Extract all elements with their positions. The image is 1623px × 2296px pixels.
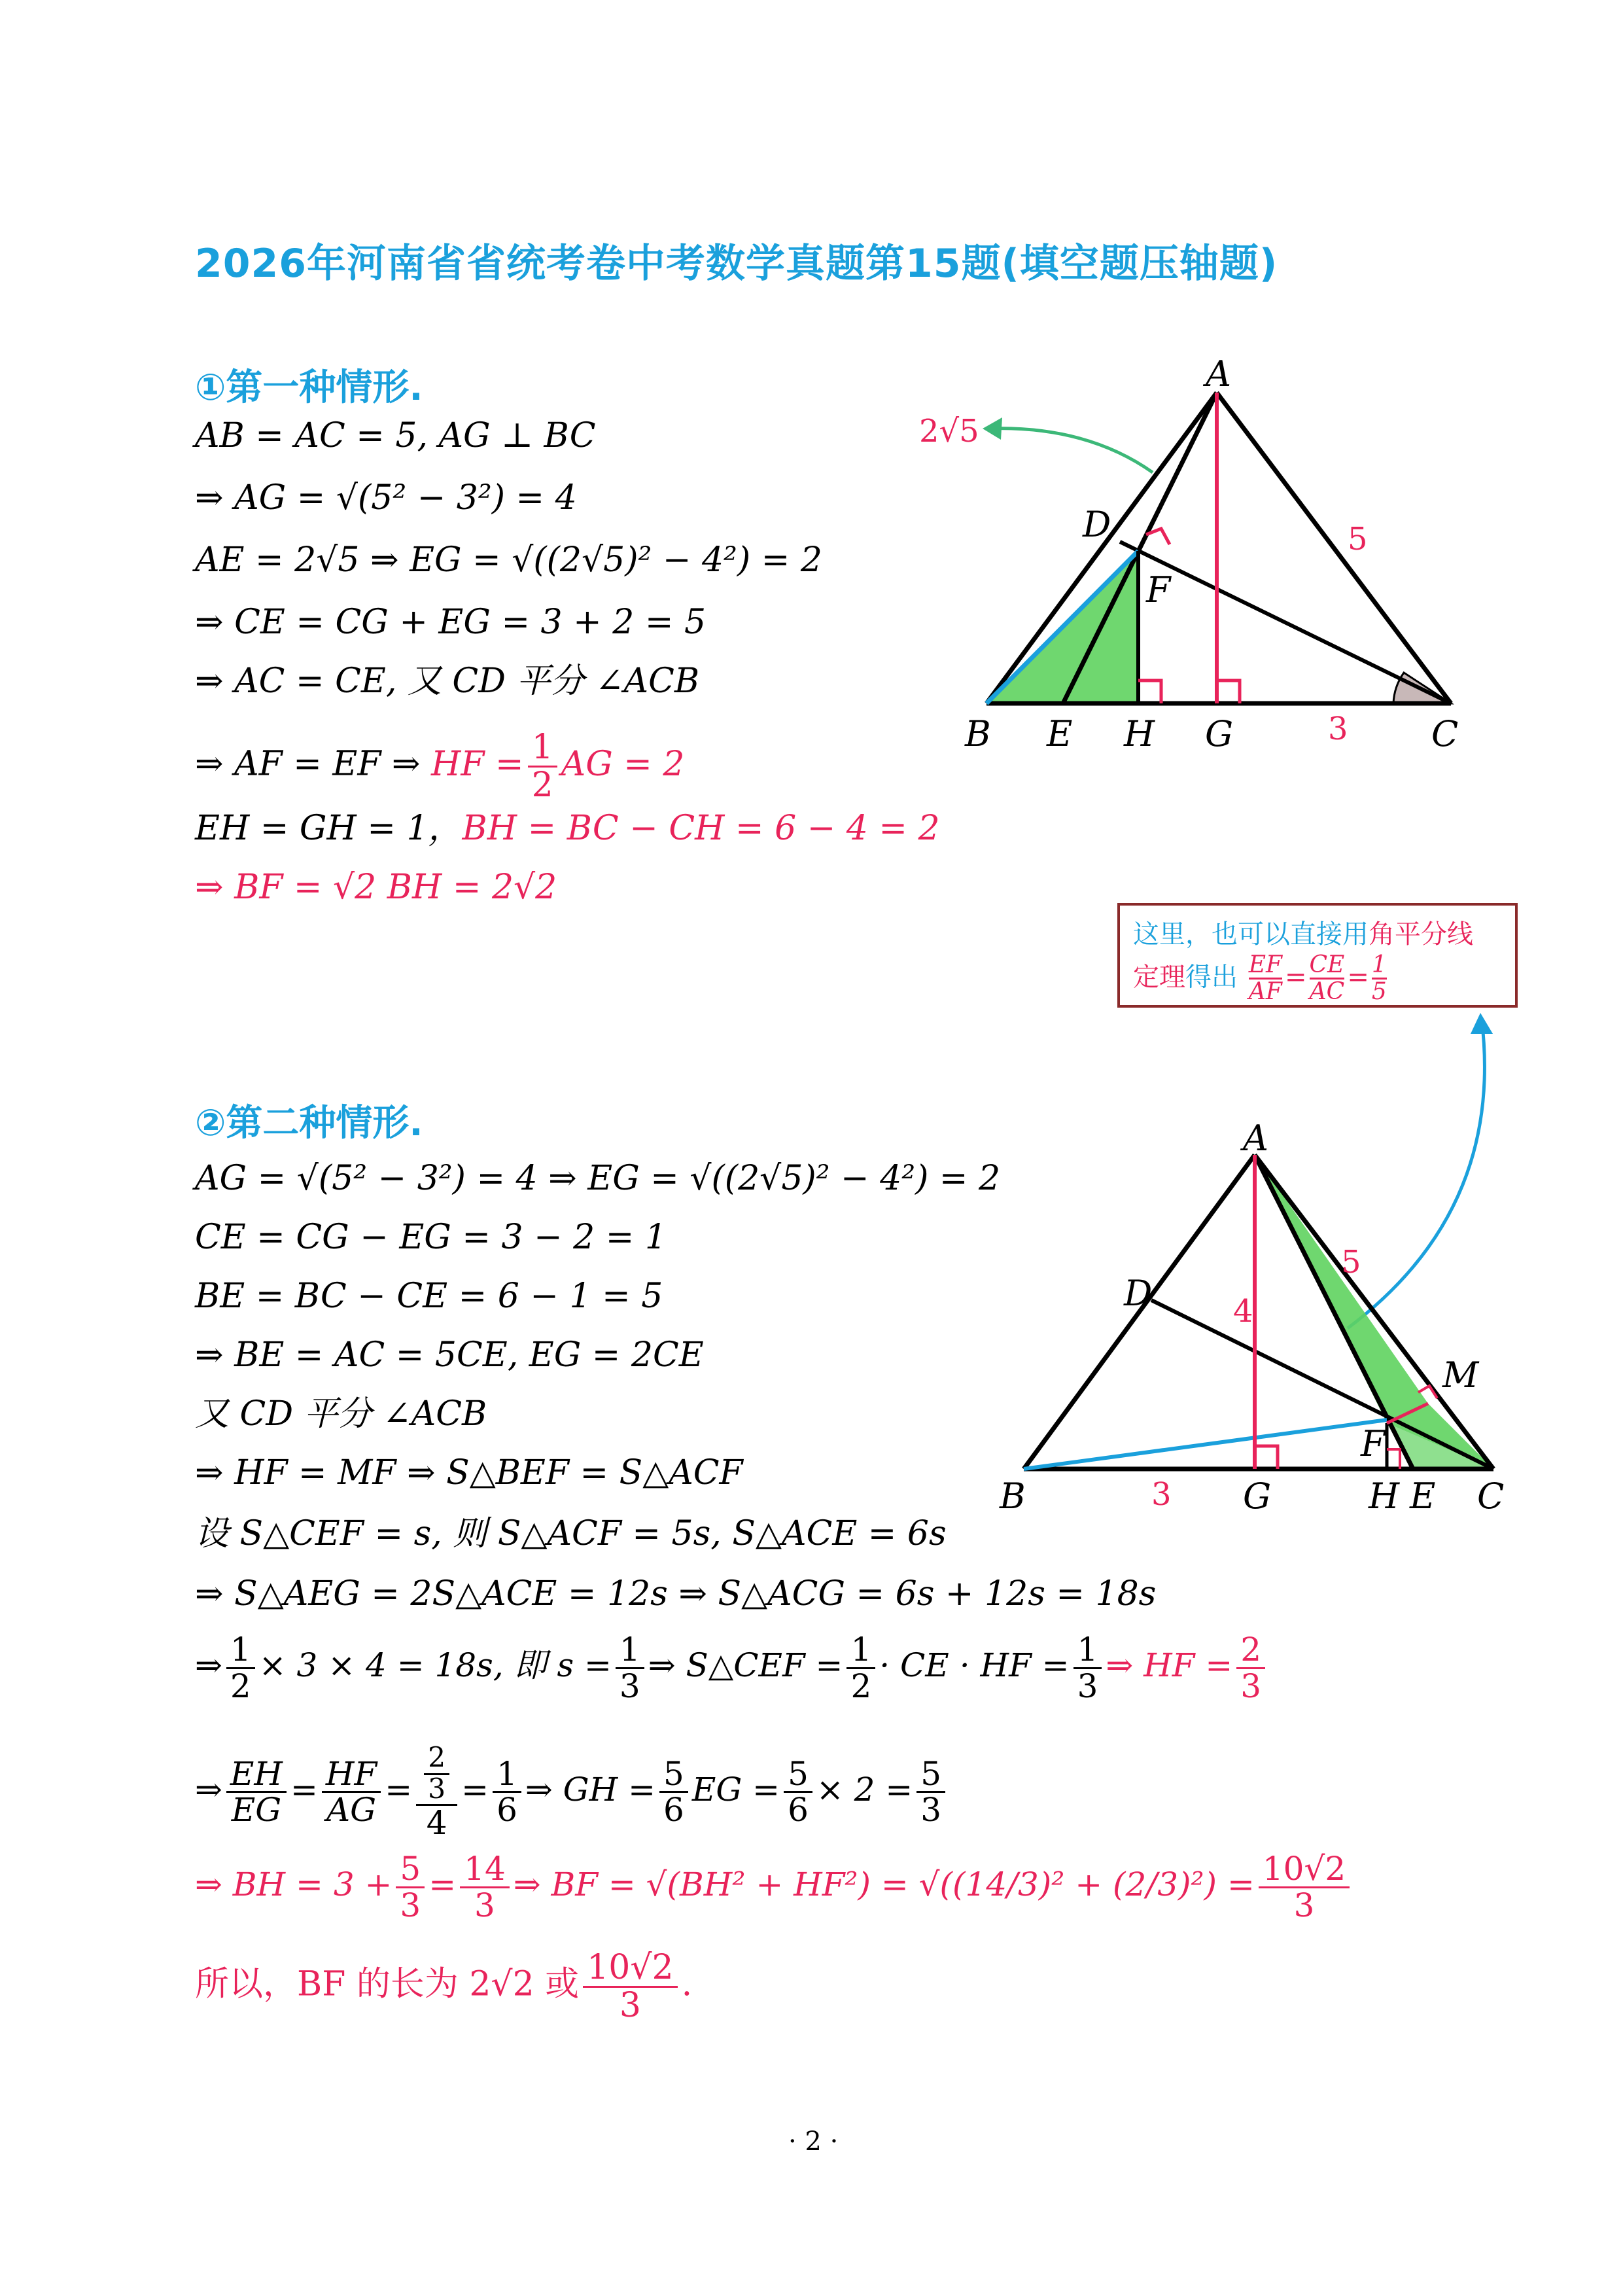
txt: 所以，BF 的长为 2√2 或	[195, 1964, 580, 2004]
case2-line3: BE = BC − CE = 6 − 1 = 5	[195, 1277, 663, 1316]
note-text-d: 得出	[1185, 962, 1238, 993]
case2-line2: CE = CG − EG = 3 − 2 = 1	[195, 1218, 667, 1257]
case2-line4: ⇒ BE = AC = 5CE, EG = 2CE	[195, 1335, 704, 1375]
fig2-label-f: F	[1361, 1423, 1386, 1464]
fig1-len-3: 3	[1328, 711, 1348, 747]
case2-line6: ⇒ HF = MF ⇒ S△BEF = S△ACF	[195, 1453, 743, 1492]
fig1-label-d: D	[1083, 504, 1111, 545]
txt: EG =	[691, 1770, 780, 1809]
case1-line7-a: EH = GH = 1，	[195, 809, 462, 848]
frac-num: 1	[528, 730, 557, 768]
case2-line8: ⇒ S△AEG = 2S△ACE = 12s ⇒ S△ACG = 6s + 12s = 18s	[195, 1574, 1157, 1614]
fig2-len-3: 3	[1151, 1476, 1172, 1513]
case1-line7-b: BH = BC − CH = 6 − 4 = 2	[462, 809, 940, 848]
fig2-label-m: M	[1442, 1354, 1479, 1396]
fig2-label-e: E	[1410, 1475, 1436, 1517]
n: 1	[493, 1757, 521, 1793]
d: 6	[663, 1791, 684, 1829]
fig2-right-angle-g	[1255, 1446, 1278, 1469]
case2-line7: 设 S△CEF = s, 则 S△ACF = 5s, S△ACE = 6s	[195, 1514, 947, 1553]
case1-line4: ⇒ CE = CG + EG = 3 + 2 = 5	[195, 603, 707, 642]
fig2-green-triangle-acf	[1255, 1155, 1428, 1423]
case2-line1: AG = √(5² − 3²) = 4 ⇒ EG = √((2√5)² − 4²) = 2	[195, 1159, 1001, 1198]
n: HF	[322, 1757, 381, 1793]
d: 2	[850, 1667, 872, 1705]
case2-heading: ②第二种情形.	[195, 1102, 423, 1144]
n2: CE	[1309, 951, 1345, 978]
case1-line2: ⇒ AG = √(5² − 3²) = 4	[195, 478, 577, 518]
fig2-label-a: A	[1243, 1118, 1268, 1159]
note-blue-arrowhead	[1471, 1013, 1493, 1034]
note-text-b: 角平分线	[1369, 919, 1473, 949]
d: 3	[619, 1667, 640, 1705]
n: EH	[226, 1757, 287, 1793]
case1-heading: ①第一种情形.	[195, 366, 423, 409]
txt: × 3 × 4 = 18s, 即 s =	[258, 1646, 612, 1684]
fig1-label-g: G	[1205, 713, 1234, 754]
d: 3	[428, 1773, 446, 1805]
eq: =	[385, 1770, 413, 1809]
d: 3	[1240, 1667, 1262, 1705]
case1-line6-a: ⇒ AF = EF ⇒	[195, 744, 421, 784]
txt: ⇒ S△CEF =	[648, 1646, 843, 1684]
d: EG	[231, 1791, 282, 1829]
d1: AF	[1248, 978, 1282, 1005]
fig2-right-angle-h	[1387, 1449, 1400, 1469]
fig1-green-arrowhead	[983, 417, 1002, 440]
n1: EF	[1248, 951, 1282, 978]
case1-line5: ⇒ AC = CE, 又 CD 平分 ∠ACB	[195, 662, 700, 701]
txt: ⇒ HF =	[1106, 1646, 1233, 1684]
d: 3	[920, 1791, 942, 1829]
arrow: ⇒	[195, 1646, 222, 1684]
fig2-label-b: B	[1000, 1475, 1026, 1517]
txt: .	[681, 1964, 693, 2004]
d: 2	[230, 1667, 251, 1705]
arrow: ⇒	[195, 1770, 222, 1809]
d: 6	[788, 1791, 809, 1829]
note-text-c: 定理	[1133, 962, 1185, 993]
d: 3	[1077, 1667, 1098, 1705]
n: 10√2	[1259, 1852, 1350, 1888]
n: 5	[916, 1757, 945, 1793]
d: AG	[326, 1791, 377, 1829]
fig1-label-h: H	[1124, 713, 1155, 754]
txt: ⇒ BH = 3 +	[195, 1865, 393, 1903]
fig1-label-f: F	[1146, 569, 1171, 610]
case1-line8: ⇒ BF = √2 BH = 2√2	[195, 868, 557, 907]
n: 1	[846, 1633, 875, 1669]
fig1-green-arrow	[988, 429, 1153, 472]
fig2-label-c: C	[1477, 1475, 1505, 1517]
fig2-len-4: 4	[1233, 1293, 1253, 1330]
n: 5	[396, 1852, 425, 1888]
page-title: 2026年河南省省统考卷中考数学真题第15题(填空题压轴题)	[195, 241, 1278, 287]
ag-result: AG = 2	[561, 744, 685, 784]
fig2-len-5: 5	[1341, 1244, 1361, 1280]
n: 1	[226, 1633, 255, 1669]
txt: · CE · HF =	[879, 1646, 1070, 1684]
fig1-label-b: B	[965, 713, 991, 754]
txt: ⇒ GH =	[525, 1770, 656, 1809]
d: 3	[619, 1985, 641, 2025]
txt: × 2 =	[816, 1770, 913, 1809]
eq: =	[428, 1865, 457, 1903]
n: 5	[659, 1757, 688, 1793]
fig1-cd	[1120, 542, 1451, 703]
d: 3	[1293, 1886, 1315, 1924]
case2-line5: 又 CD 平分 ∠ACB	[195, 1394, 487, 1434]
hf-label: HF =	[431, 744, 524, 784]
n: 2	[1236, 1633, 1265, 1669]
note-eq2: =	[1347, 962, 1369, 993]
d: 4	[426, 1804, 447, 1843]
fig1-side-ac	[1217, 393, 1451, 703]
page-number: · 2 ·	[788, 2127, 839, 2157]
fig1-label-c: C	[1431, 713, 1459, 754]
eq: =	[290, 1770, 318, 1809]
fig1-len-5: 5	[1348, 521, 1368, 557]
n: 1	[616, 1633, 644, 1669]
case1-line1: AB = AC = 5, AG ⊥ BC	[195, 416, 596, 455]
fig1-label-e: E	[1047, 713, 1073, 754]
n: 14	[460, 1852, 510, 1888]
fig2-bf	[1024, 1420, 1387, 1469]
fig2-label-d: D	[1124, 1273, 1153, 1314]
figure-2	[999, 1118, 1504, 1517]
n: 2	[424, 1744, 449, 1775]
case1-line3: AE = 2√5 ⇒ EG = √((2√5)² − 4²) = 2	[195, 540, 822, 580]
d: 3	[400, 1886, 421, 1924]
d: 6	[497, 1791, 517, 1829]
eq: =	[461, 1770, 489, 1809]
fig1-label-a: A	[1206, 353, 1231, 395]
fig2-label-g: G	[1243, 1475, 1272, 1517]
d2: AC	[1309, 978, 1345, 1005]
n: 10√2	[583, 1950, 677, 1988]
note-text-a: 这里，也可以直接用	[1133, 919, 1369, 949]
d: 3	[474, 1886, 495, 1924]
txt: ⇒ BF = √(BH² + HF²) = √((14/3)² + (2/3)²) =	[513, 1865, 1255, 1903]
d3: 5	[1371, 978, 1387, 1005]
n: 5	[784, 1757, 812, 1793]
fig1-right-angle-h	[1138, 680, 1161, 703]
fig2-label-h: H	[1369, 1475, 1400, 1517]
frac-den: 2	[531, 765, 553, 805]
figure-1	[919, 353, 1458, 754]
note-eq1: =	[1284, 962, 1307, 993]
note-blue-arrow	[1348, 1019, 1484, 1328]
n3: 1	[1371, 951, 1387, 978]
n: 1	[1073, 1633, 1102, 1669]
fig1-len-2root5: 2√5	[919, 413, 979, 450]
fig1-right-angle-g	[1217, 680, 1240, 703]
